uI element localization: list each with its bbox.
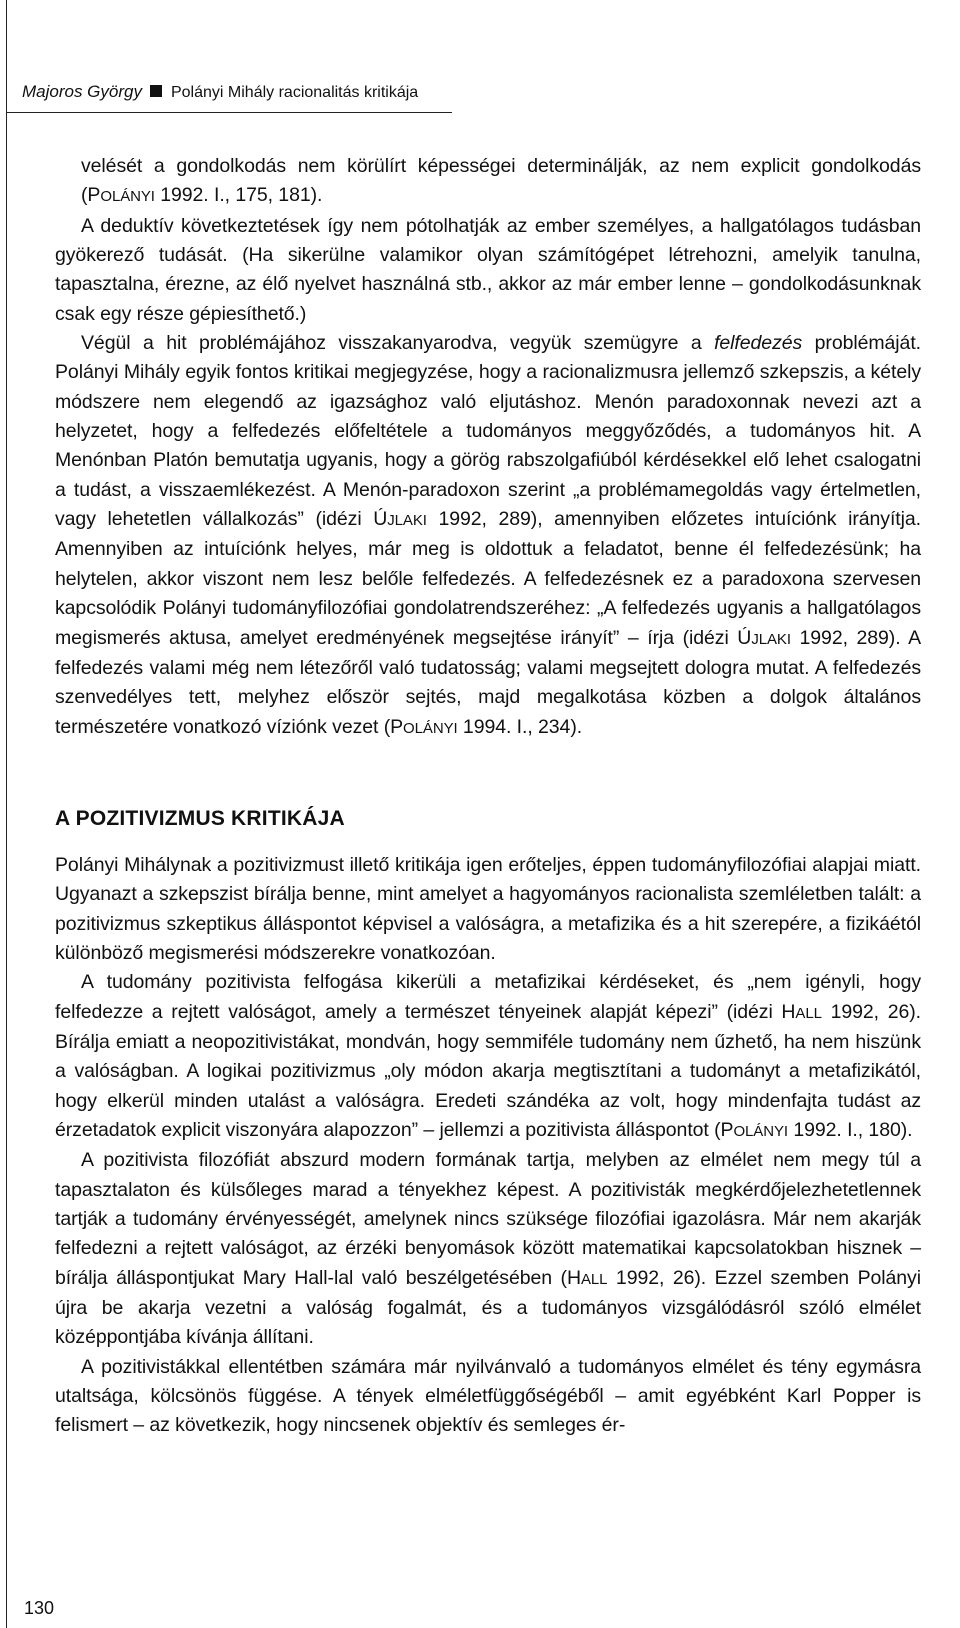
text-run: velését a gondolkodás nem körülírt képességei determinálják, az nem explicit gondolkodás (: [81, 155, 921, 207]
text-run: P: [87, 184, 101, 207]
small-caps-name: OLÁNYI: [403, 719, 458, 737]
italic-term: felfedezés: [714, 332, 803, 355]
text-run: 1992. I., 180).: [788, 1118, 913, 1141]
body-text-top: [55, 152, 921, 743]
text-run: A tudomány pozitivista felfogása kikerüli a metafizikai kérdéseket, és „nem igényli, hogy felfedezze a rejtett valóságot, amely a természet tényeinek alapját képezi” (idézi H: [55, 971, 921, 1023]
small-caps-name: ALL: [580, 1270, 608, 1288]
paragraph: [55, 1146, 921, 1352]
small-caps-name: OLÁNYI: [100, 188, 155, 206]
square-bullet-icon: [150, 85, 162, 97]
text-run: 1992, 26). Ezzel szemben Polányi újra be akarja vezetni a valóság fogalmát, és a tudományos vizsgálódásról szóló elmélet középpontjába kívánja állítani.: [55, 1266, 921, 1349]
text-run: 1992, 289). A felfedezés valami még nem létezőről való tudatosság; valami megsejtett dologra mutat. A felfedezés szenvedélyes tett, melyhez először sejtés, majd megalkotása közben a dolgok általános természetére vonatkozó víziónk vezet (P: [55, 626, 922, 738]
header-title: Polányi Mihály racionalitás kritikája: [170, 84, 419, 101]
page-number: 130: [24, 1598, 55, 1618]
text-run: problémáját. Polányi Mihály egyik fontos kritikai megjegyzése, hogy a racionalizmusra jellemző szkepszis, a kétely módszere nem elegendő az igazsághoz való eljutáshoz. Menón paradoxonnak nevezi azt a helyzetet, hogy a felfedezés előfeltétele a tudományos meggyőződés, a tudományos hit. A Menónban Platón bemutatja ugyanis, hogy a görög rabszolgafiúból kérdésekkel elő lehet csalogatni a tudást, a visszaemlékezést. A Menón-paradoxon szerint „a problémamegoldás vagy értelmetlen, vagy lehetetlen vállalkozás” (idézi Ú: [55, 332, 921, 531]
paragraph: [81, 152, 921, 212]
paragraph: [55, 212, 921, 329]
paragraph: [55, 968, 921, 1146]
small-caps-name: ALL: [795, 1004, 822, 1022]
running-header: [22, 82, 452, 102]
small-caps-name: JLAKI: [751, 630, 791, 648]
text-run: A deduktív következtetések így nem pótolhatják az ember személyes, a hallgatólagos tudásban gyökerező tudását. (Ha sikerülne valamikor olyan számítógépet létrehozni, amelyik tanulna, tapasztalna, érezne, az élő nyelvet használná stb., akkor az már ember lenne – gondolkodásunknak csak egy része gépiesíthető.): [55, 214, 921, 325]
body-text-bottom: [55, 851, 921, 1441]
text-run: Polányi Mihálynak a pozitivizmust illető kritikája igen erőteljes, éppen tudományfilozófiai alapjai miatt. Ugyanazt a szkepszist bírálja benne, mint amelyet a hagyományos racionalista szemléletben talált: a pozitivizmus szkeptikus álláspontot képvisel a valóságra, a metafizika és a hit szerepére, a fizikáétól különböző megismerési módszerekre vonatkozóan.: [55, 853, 921, 964]
text-run: Végül a hit problémájához visszakanyarodva, vegyük szemügyre a: [81, 332, 715, 355]
section-heading: A POZITIVIZMUS KRITIKÁJA: [55, 806, 345, 830]
paragraph: [55, 851, 921, 968]
header-rule: [6, 112, 452, 113]
text-run: A pozitivista filozófiát abszurd modern formának tartja, melyben az elmélet nem megy túl a tapasztalaton és külsőleges marad a tényekhez képest. A pozitivisták megkérdőjelezhetetlennek tartják a tudomány érvényességét, amelynek nincs szüksége filozófiai igazolásra. Már nem akarják felfedezni a rejtett valóságot, az érzéki benyomások között matematikai kapcsolatokban hisznek – bírálja álláspontjukat Mary Hall-lal való beszélgetésében (H: [55, 1149, 921, 1289]
text-run: 1992. I., 175, 181).: [154, 184, 323, 207]
left-margin-rule: [6, 0, 7, 1628]
header-author: Majoros György: [22, 82, 142, 101]
small-caps-name: JLAKI: [387, 512, 427, 530]
text-run: 1994. I., 234).: [457, 715, 583, 738]
text-run: 1992, 26). Bírálja emiatt a neopozitivistákat, mondván, hogy semmiféle tudomány nem űzhető, ha nem hiszünk a valóságban. A logikai pozitivizmus „oly módon akarja megtisztítani a tudományt a metafizikától, hogy elkerül minden utalást a valóságra. Eredeti szándéka az volt, hogy mindenfajta tudást az érzetadatok explicit viszonyára alapozzon” – jellemzi a pozitivista álláspontot (P: [55, 1000, 921, 1141]
text-run: A pozitivistákkal ellentétben számára már nyilvánvaló a tudományos elmélet és tény egymásra utaltsága, kölcsönös függése. A tények elméletfüggőségéből – amit egyébként Karl Popper is felismert – az következik, hogy nincsenek objektív és semleges ér-: [55, 1355, 921, 1437]
small-caps-name: OLÁNYI: [733, 1122, 788, 1140]
paragraph: [55, 329, 921, 743]
text-run: 1992, 289), amennyiben előzetes intuíciónk irányítja. Amennyiben az intuíciónk helyes, már meg is oldottuk a feladatot, benne él felfedezésünk; ha helytelen, akkor viszont nem lesz belőle felfedezés. A felfedezésnek ez a paradoxona szervesen kapcsolódik Polányi tudományfilozófiai gondolatrendszeréhez: „A felfedezés ugyanis a hallgatólagos megismerés aktusa, amelyet eredményének megsejtése irányít” – írja (idézi Ú: [55, 508, 921, 649]
page-body: [55, 152, 921, 1441]
paragraph: [55, 1353, 921, 1441]
